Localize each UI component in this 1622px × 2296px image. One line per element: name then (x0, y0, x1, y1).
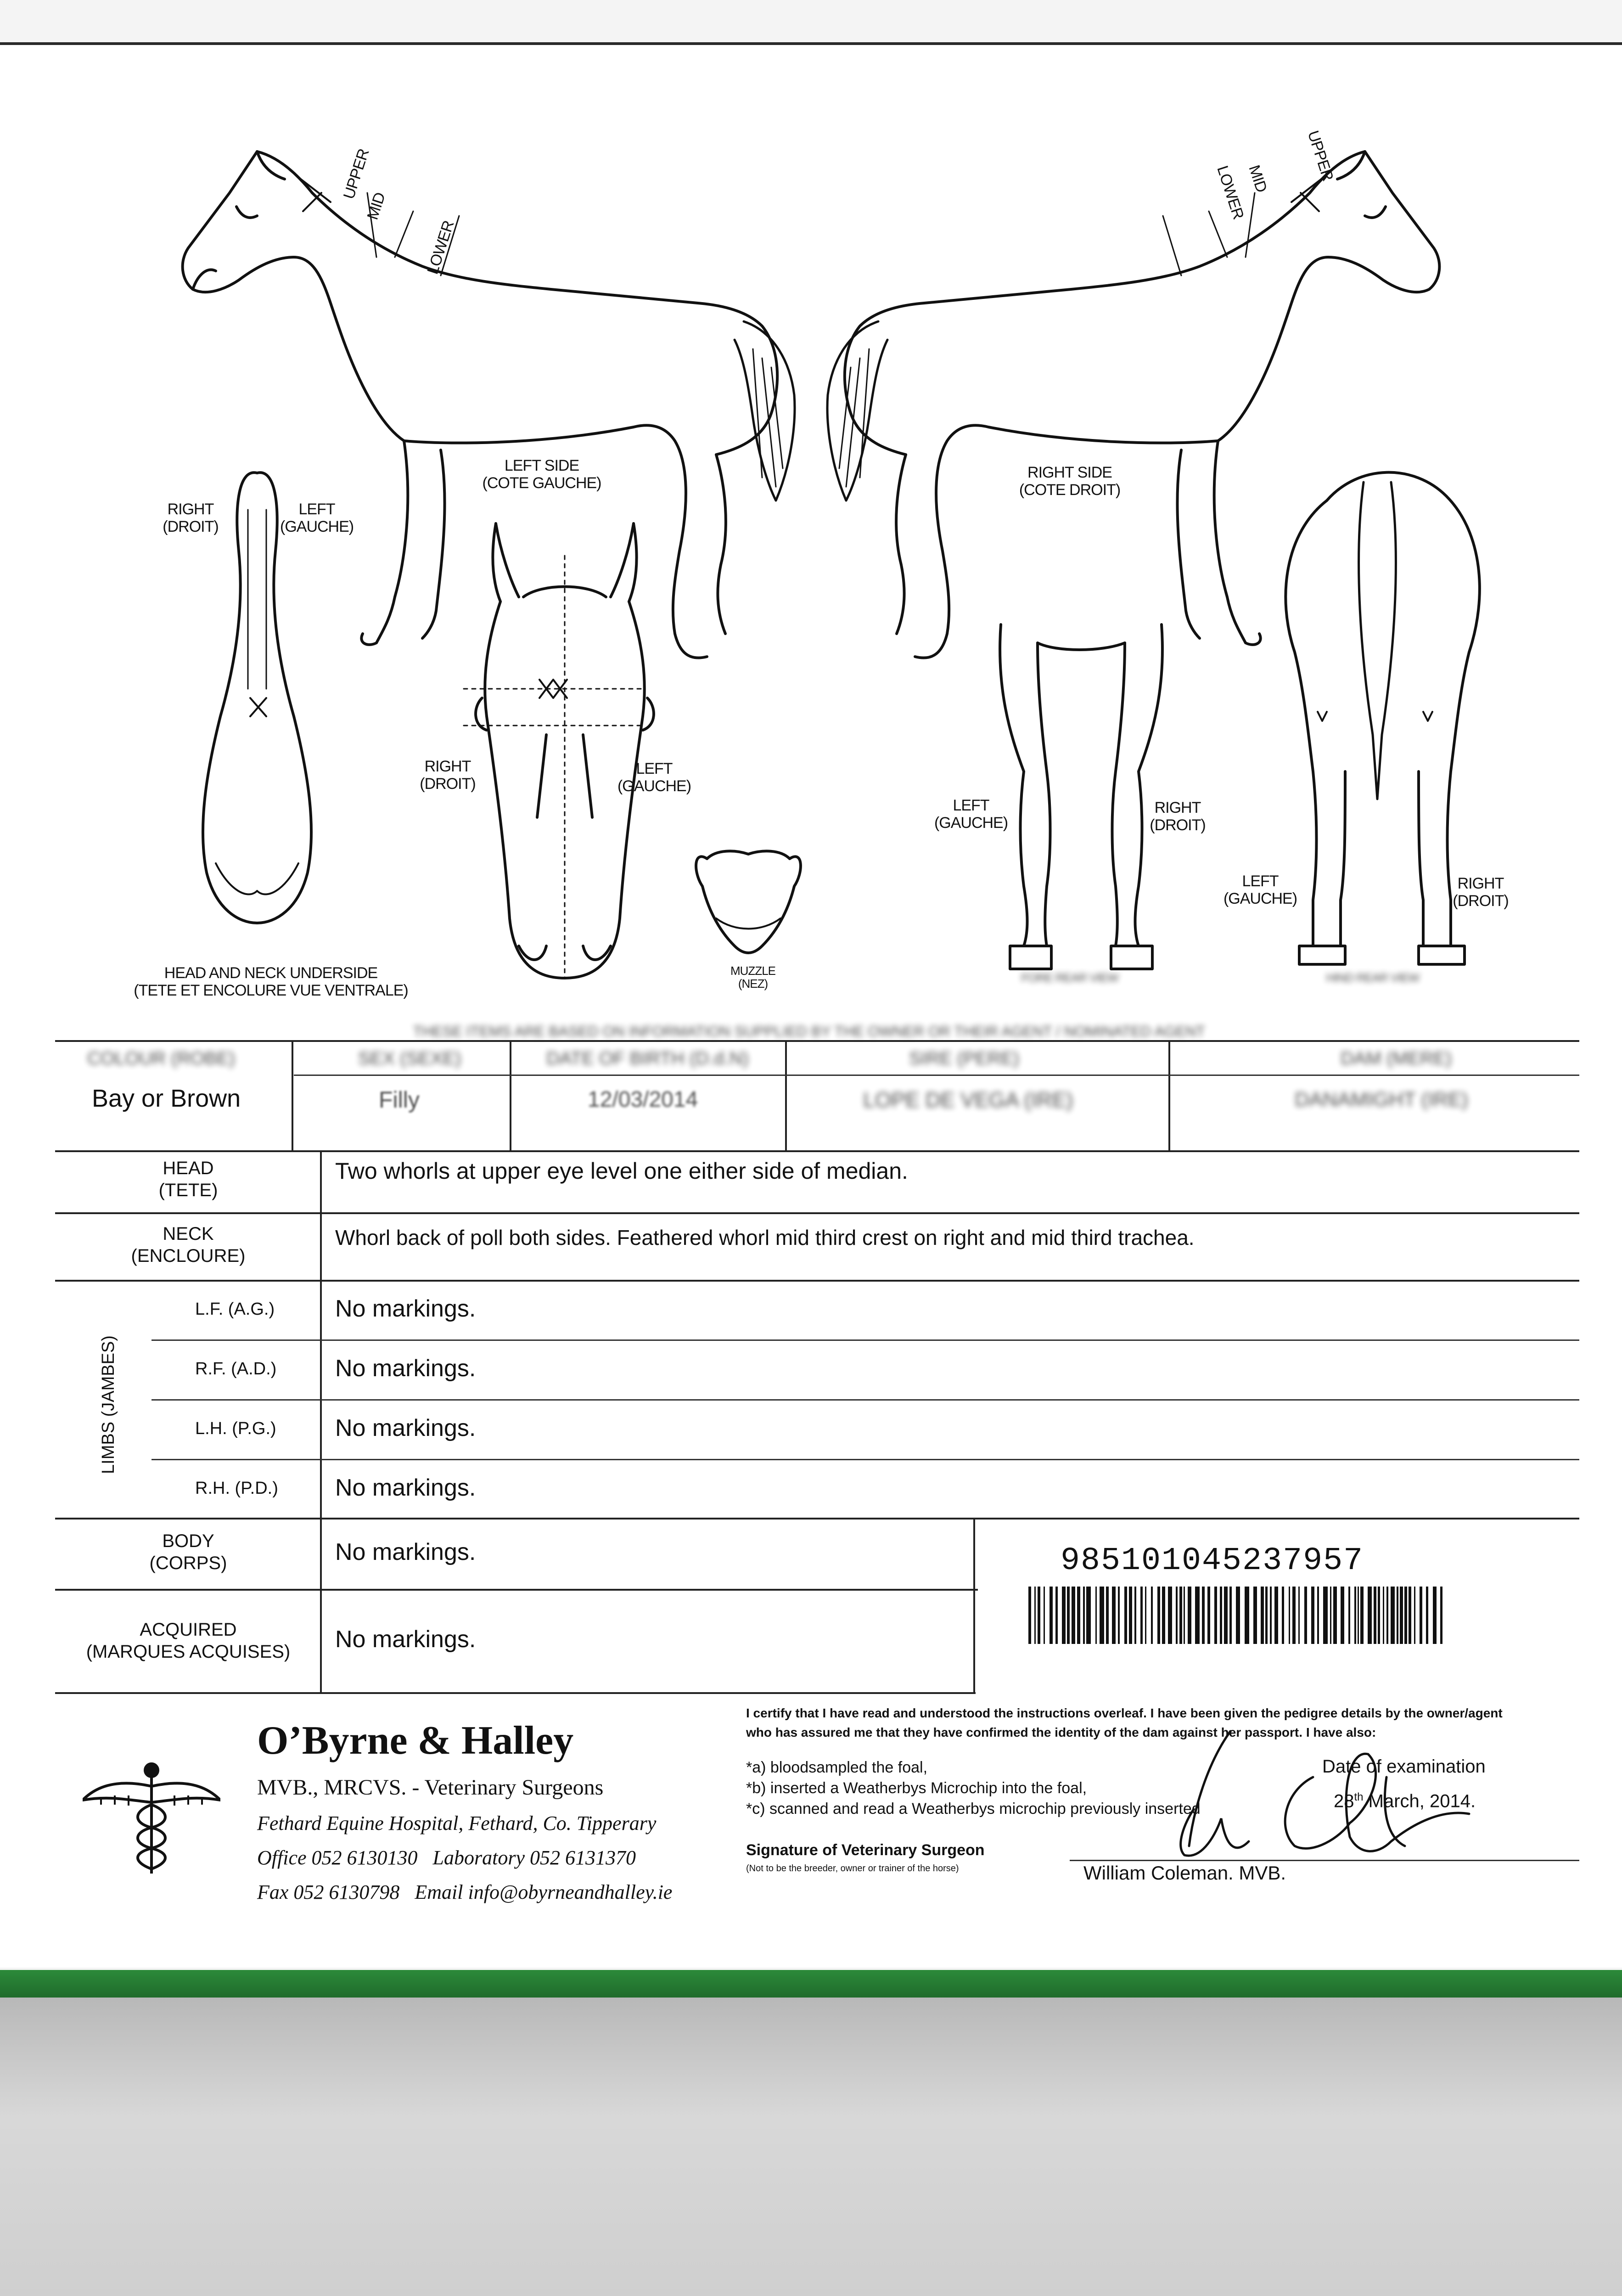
colour-value: Bay or Brown (92, 1085, 241, 1112)
rule-after-neck (55, 1280, 1579, 1282)
acquired-label: ACQUIRED (MARQUES ACQUISES) (86, 1620, 291, 1662)
lf-label: L.F. (A.G.) (195, 1300, 275, 1319)
label-head-right: RIGHT (DROIT) (420, 758, 476, 793)
head-value: Two whorls at upper eye level one either side of median. (335, 1158, 908, 1184)
dam-label: DAM (MERE) (1341, 1048, 1452, 1069)
sex-label: SEX (SEXE) (358, 1048, 461, 1069)
rule-after-limbs (55, 1518, 1579, 1519)
sire-label: SIRE (PERE) (909, 1048, 1020, 1069)
label-upper-left: UPPER (340, 146, 373, 202)
neck-underside-diagram (203, 473, 311, 923)
col-divider-3 (785, 1041, 787, 1150)
folder-green-edge (0, 1970, 1622, 1998)
exam-date-label: Date of examination (1322, 1756, 1486, 1777)
handwritten-signature (1093, 1671, 1506, 1864)
label-column-divider (320, 1150, 322, 1692)
vet-name: William Coleman. MVB. (1083, 1862, 1286, 1884)
firm-name: O’Byrne & Halley (257, 1718, 574, 1763)
body-value: No markings. (335, 1539, 476, 1565)
signature-line (1070, 1860, 1579, 1861)
label-fore-left: LEFT (GAUCHE) (934, 797, 1008, 832)
neck-label: NECK (ENCLOURE) (131, 1224, 246, 1266)
rf-value: No markings. (335, 1355, 476, 1382)
lh-label: L.H. (P.G.) (195, 1419, 276, 1438)
barcode-box-divider (973, 1518, 975, 1692)
horse-diagrams (0, 0, 1622, 1010)
muzzle-diagram (696, 851, 801, 953)
col-divider-2 (510, 1041, 511, 1150)
firm-qualifications: MVB., MRCVS. - Veterinary Surgeons (257, 1775, 604, 1800)
rule-after-rf (152, 1399, 1579, 1401)
certification-line-2: who has assured me that they have confirmed the identity of the dam against her passport. I have also: (746, 1725, 1376, 1739)
acquired-value: No markings. (335, 1626, 476, 1653)
header-label-rule (294, 1075, 1579, 1076)
body-label: BODY (CORPS) (149, 1531, 227, 1573)
label-right-side: RIGHT SIDE (COTE DROIT) (1019, 464, 1121, 499)
lh-value: No markings. (335, 1415, 476, 1441)
label-upper-right: UPPER (1304, 128, 1337, 183)
rule-after-header (55, 1150, 1579, 1152)
rule-after-body (55, 1589, 978, 1591)
label-hind-left: LEFT (GAUCHE) (1223, 872, 1297, 907)
col-divider-4 (1168, 1041, 1170, 1150)
limbs-label: LIMBS (JAMBES) (99, 1335, 118, 1474)
signature-label: Signature of Veterinary Surgeon (746, 1841, 985, 1859)
col-divider-1 (292, 1041, 293, 1150)
dam-value: DANAMIGHT (IRE) (1295, 1088, 1469, 1111)
fore-legs-rear-view (1000, 625, 1162, 969)
cert-item-b: *b) inserted a Weatherbys Microchip into the foal, (746, 1779, 1087, 1797)
firm-phones: Office 052 6130130 Laboratory 052 6131370 (257, 1846, 636, 1869)
firm-fax-email: Fax 052 6130798 Email info@obyrneandhalley.ie (257, 1881, 673, 1903)
label-neck-left: LEFT (GAUCHE) (280, 501, 354, 535)
label-neck-underside: HEAD AND NECK UNDERSIDE (TETE ET ENCOLURE VUE VENTRALE) (134, 964, 408, 999)
label-lower-right: LOWER (1213, 163, 1247, 221)
rule-after-head (55, 1212, 1579, 1214)
cert-item-c: *c) scanned and read a Weatherbys microchip previously inserted (746, 1800, 1201, 1818)
signature-note: (Not to be the breeder, owner or trainer of the horse) (746, 1863, 959, 1874)
label-head-left: LEFT (GAUCHE) (617, 760, 691, 795)
dob-label: DATE OF BIRTH (D.d.N) (546, 1048, 749, 1069)
rule-after-acquired (55, 1692, 976, 1694)
microchip-barcode (1028, 1587, 1451, 1646)
exam-date-value: 28th March, 2014. (1334, 1791, 1476, 1812)
rf-label: R.F. (A.D.) (195, 1359, 277, 1379)
label-hind-rear-view: HIND REAR VIEW (1326, 971, 1420, 985)
colour-label: COLOUR (ROBE) (87, 1048, 236, 1069)
certification-line-1: I certify that I have read and understood the instructions overleaf. I have been given the pedigree details by the owner/agent (746, 1706, 1503, 1720)
head-label: HEAD (TETE) (158, 1158, 218, 1200)
rule-after-lf (152, 1339, 1579, 1341)
label-hind-right: RIGHT (DROIT) (1453, 875, 1509, 910)
sex-value: Filly (379, 1087, 420, 1113)
front-head-diagram (464, 523, 654, 978)
caduceus-logo (83, 1759, 220, 1878)
info-notice: THESE ITEMS ARE BASED ON INFORMATION SUPPLIED BY THE OWNER OR THEIR AGENT / NOMINATED AGENT (413, 1023, 1205, 1040)
label-lower-left: LOWER (424, 219, 458, 276)
dob-value: 12/03/2014 (588, 1087, 698, 1112)
firm-address: Fethard Equine Hospital, Fethard, Co. Tipperary (257, 1812, 657, 1835)
label-left-side: LEFT SIDE (COTE GAUCHE) (482, 457, 601, 492)
label-muzzle: MUZZLE (NEZ) (730, 964, 775, 990)
label-fore-right: RIGHT (DROIT) (1150, 799, 1206, 834)
microchip-number: 985101045237957 (1061, 1543, 1364, 1579)
rule-after-lh (152, 1459, 1579, 1460)
sire-value: LOPE DE VEGA (IRE) (863, 1088, 1073, 1112)
label-fore-rear-view: FORE REAR VIEW (1021, 971, 1118, 985)
scanner-background (0, 1998, 1622, 2296)
label-neck-right: RIGHT (DROIT) (163, 501, 219, 535)
rh-value: No markings. (335, 1474, 476, 1501)
lf-value: No markings. (335, 1295, 476, 1322)
label-mid-right: MID (1245, 163, 1270, 195)
rh-label: R.H. (P.D.) (195, 1479, 278, 1498)
label-mid-left: MID (364, 190, 389, 222)
neck-value: Whorl back of poll both sides. Feathered whorl mid third crest on right and mid third trachea. (335, 1226, 1195, 1249)
table-top-rule (55, 1040, 1579, 1042)
cert-item-a: *a) bloodsampled the foal, (746, 1759, 928, 1776)
